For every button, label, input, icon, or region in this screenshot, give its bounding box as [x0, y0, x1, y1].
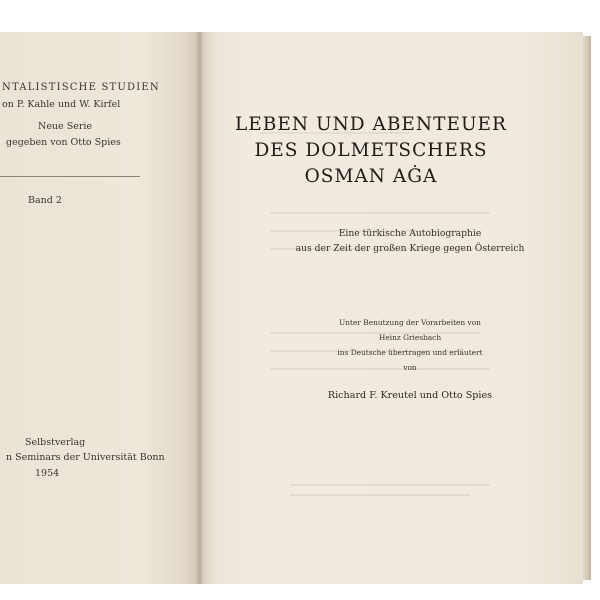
series-title: NTALISTISCHE STUDIEN: [2, 82, 160, 93]
credit-line: Unter Benutzung der Vorarbeiten von: [339, 318, 481, 327]
title-line: LEBEN UND ABENTEUER: [235, 114, 507, 135]
series-editors: on P. Kahle und W. Kirfel: [2, 99, 121, 110]
subtitle: [270, 226, 550, 256]
publisher-seminar: n Seminars der Universität Bonn: [6, 452, 165, 463]
title-line: OSMAN AĠA: [304, 166, 438, 187]
divider-rule: [0, 176, 140, 177]
publisher: Selbstverlag: [25, 437, 86, 448]
authors: Richard F. Kreutel und Otto Spies: [327, 390, 493, 401]
show-through-line: [290, 494, 470, 496]
show-through-line: [270, 212, 490, 214]
credits: [270, 315, 550, 375]
page-edge: [583, 36, 591, 580]
book-gutter: [196, 32, 204, 584]
left-page: [0, 32, 200, 584]
edited-by: gegeben von Otto Spies: [6, 137, 121, 148]
title-line: DES DOLMETSCHERS: [254, 140, 488, 161]
show-through-line: [290, 484, 490, 486]
credit-line: Heinz Griesbach: [378, 333, 442, 342]
subtitle-line: Eine türkische Autobiographie: [338, 228, 482, 239]
new-series-label: Neue Serie: [38, 121, 93, 132]
credit-line: von: [403, 363, 417, 372]
volume-number: Band 2: [28, 195, 62, 206]
publication-year: 1954: [35, 468, 60, 479]
subtitle-line: aus der Zeit der großen Kriege gegen Österreich: [295, 243, 525, 254]
book-title: [230, 112, 512, 190]
credit-line: ins Deutsche übertragen und erläutert: [337, 348, 483, 357]
